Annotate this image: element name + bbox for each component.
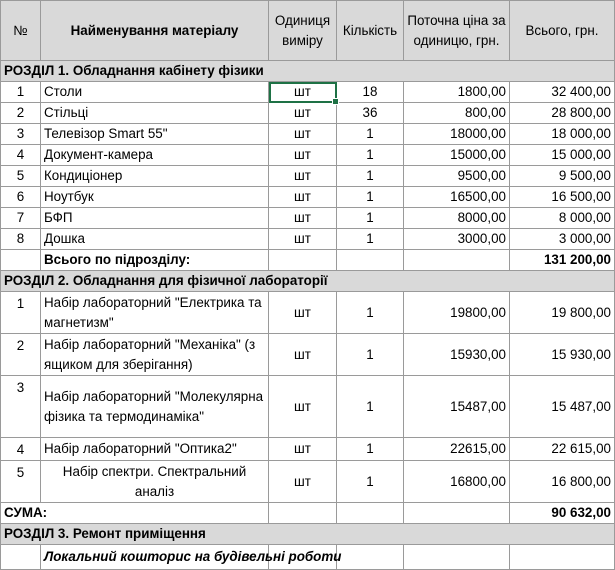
qty-cell[interactable]: 1 bbox=[337, 229, 404, 250]
table-row bbox=[1, 187, 615, 208]
price-cell[interactable]: 15930,00 bbox=[404, 334, 510, 376]
section-3-title[interactable]: РОЗДІЛ 3. Ремонт приміщення bbox=[1, 524, 615, 545]
total-cell[interactable]: 28 800,00 bbox=[510, 103, 615, 124]
total-cell[interactable]: 15 930,00 bbox=[510, 334, 615, 376]
qty-cell[interactable]: 1 bbox=[337, 376, 404, 438]
qty-cell[interactable]: 1 bbox=[337, 166, 404, 187]
unit-cell[interactable]: шт bbox=[269, 376, 337, 438]
total-cell[interactable]: 15 000,00 bbox=[510, 145, 615, 166]
price-cell[interactable]: 8000,00 bbox=[404, 208, 510, 229]
subtotal-value[interactable]: 131 200,00 bbox=[510, 250, 615, 271]
material-name[interactable]: Стільці bbox=[41, 103, 269, 124]
row-number[interactable]: 1 bbox=[1, 292, 41, 334]
table-row bbox=[1, 292, 615, 334]
qty-cell[interactable]: 1 bbox=[337, 187, 404, 208]
price-cell[interactable]: 3000,00 bbox=[404, 229, 510, 250]
material-name[interactable]: Документ-камера bbox=[41, 145, 269, 166]
unit-cell[interactable]: шт bbox=[269, 334, 337, 376]
table-row bbox=[1, 166, 615, 187]
total-cell[interactable]: 32 400,00 bbox=[510, 82, 615, 103]
row-number[interactable]: 2 bbox=[1, 334, 41, 376]
table-row bbox=[1, 229, 615, 250]
total-cell[interactable]: 9 500,00 bbox=[510, 166, 615, 187]
price-cell[interactable]: 1800,00 bbox=[404, 82, 510, 103]
price-cell[interactable]: 22615,00 bbox=[404, 438, 510, 461]
unit-cell[interactable]: шт bbox=[269, 103, 337, 124]
header-name[interactable]: Найменування матеріалу bbox=[41, 1, 269, 61]
table-row bbox=[1, 103, 615, 124]
total-cell[interactable]: 22 615,00 bbox=[510, 438, 615, 461]
material-name[interactable]: БФП bbox=[41, 208, 269, 229]
subtotal-label[interactable]: Всього по підрозділу: bbox=[41, 250, 269, 271]
table-row bbox=[1, 461, 615, 503]
table-row bbox=[1, 376, 615, 438]
header-num[interactable]: № bbox=[1, 1, 41, 61]
section-3-header bbox=[1, 524, 615, 545]
unit-cell[interactable]: шт bbox=[269, 187, 337, 208]
qty-cell[interactable]: 1 bbox=[337, 461, 404, 503]
price-cell[interactable]: 18000,00 bbox=[404, 124, 510, 145]
material-name[interactable]: Набір лабораторний "Механіка" (з ящиком для зберігання) bbox=[41, 334, 269, 376]
header-qty[interactable]: Кількість bbox=[337, 1, 404, 61]
unit-cell[interactable]: шт bbox=[269, 145, 337, 166]
unit-cell[interactable]: шт bbox=[269, 166, 337, 187]
unit-cell[interactable]: шт bbox=[269, 292, 337, 334]
header-price[interactable]: Поточна ціна за одиницю, грн. bbox=[404, 1, 510, 61]
row-number[interactable]: 2 bbox=[1, 103, 41, 124]
unit-cell[interactable]: шт bbox=[269, 208, 337, 229]
qty-cell[interactable]: 1 bbox=[337, 208, 404, 229]
qty-cell[interactable]: 36 bbox=[337, 103, 404, 124]
price-cell[interactable]: 800,00 bbox=[404, 103, 510, 124]
row-number[interactable]: 4 bbox=[1, 145, 41, 166]
price-cell[interactable]: 19800,00 bbox=[404, 292, 510, 334]
price-cell[interactable]: 16800,00 bbox=[404, 461, 510, 503]
total-cell[interactable]: 15 487,00 bbox=[510, 376, 615, 438]
qty-cell[interactable]: 1 bbox=[337, 292, 404, 334]
material-name[interactable]: Набір лабораторний "Електрика та магнетизм" bbox=[41, 292, 269, 334]
unit-cell[interactable]: шт bbox=[269, 124, 337, 145]
unit-cell[interactable]: шт bbox=[269, 82, 337, 103]
material-name[interactable]: Набір спектри. Спектральний аналіз bbox=[41, 461, 269, 503]
qty-cell[interactable]: 18 bbox=[337, 82, 404, 103]
material-name[interactable]: Ноутбук bbox=[41, 187, 269, 208]
price-cell[interactable]: 15487,00 bbox=[404, 376, 510, 438]
material-name[interactable]: Столи bbox=[41, 82, 269, 103]
header-row bbox=[1, 1, 615, 61]
row-number[interactable]: 1 bbox=[1, 82, 41, 103]
table-row bbox=[1, 82, 615, 103]
table-row bbox=[1, 334, 615, 376]
table-row bbox=[1, 124, 615, 145]
total-cell[interactable]: 18 000,00 bbox=[510, 124, 615, 145]
header-unit[interactable]: Одиниця виміру bbox=[269, 1, 337, 61]
row-number[interactable]: 7 bbox=[1, 208, 41, 229]
material-name[interactable]: Набір лабораторний "Молекулярна фізика та термодинаміка" bbox=[41, 376, 269, 438]
qty-cell[interactable]: 1 bbox=[337, 334, 404, 376]
material-name[interactable]: Кондиціонер bbox=[41, 166, 269, 187]
row-number[interactable]: 3 bbox=[1, 124, 41, 145]
section-1-header bbox=[1, 61, 615, 82]
row-number[interactable]: 3 bbox=[1, 376, 41, 438]
total-cell[interactable]: 3 000,00 bbox=[510, 229, 615, 250]
row-number[interactable]: 8 bbox=[1, 229, 41, 250]
price-cell[interactable]: 15000,00 bbox=[404, 145, 510, 166]
row-number[interactable]: 6 bbox=[1, 187, 41, 208]
section-3-partial-name[interactable]: Локальний кошторис на будівельні роботи bbox=[41, 545, 269, 570]
table-row bbox=[1, 145, 615, 166]
section-3-partial-row bbox=[1, 545, 615, 570]
material-name[interactable]: Дошка bbox=[41, 229, 269, 250]
sum-label[interactable]: СУМА: bbox=[1, 503, 269, 524]
total-cell[interactable]: 19 800,00 bbox=[510, 292, 615, 334]
row-number[interactable]: 5 bbox=[1, 166, 41, 187]
unit-cell[interactable]: шт bbox=[269, 461, 337, 503]
section-1-title[interactable]: РОЗДІЛ 1. Обладнання кабінету фізики bbox=[1, 61, 615, 82]
sum-row bbox=[1, 503, 615, 524]
section-2-header bbox=[1, 271, 615, 292]
material-name[interactable]: Телевізор Smart 55" bbox=[41, 124, 269, 145]
sum-value[interactable]: 90 632,00 bbox=[510, 503, 615, 524]
total-cell[interactable]: 8 000,00 bbox=[510, 208, 615, 229]
row-number[interactable]: 5 bbox=[1, 461, 41, 503]
price-cell[interactable]: 9500,00 bbox=[404, 166, 510, 187]
section-2-title[interactable]: РОЗДІЛ 2. Обладнання для фізичної лабораторії bbox=[1, 271, 615, 292]
row-number[interactable]: 4 bbox=[1, 438, 41, 461]
header-total[interactable]: Всього, грн. bbox=[510, 1, 615, 61]
fill-handle[interactable] bbox=[332, 98, 339, 105]
qty-cell[interactable]: 1 bbox=[337, 438, 404, 461]
total-cell[interactable]: 16 800,00 bbox=[510, 461, 615, 503]
material-name[interactable]: Набір лабораторний "Оптика2" bbox=[41, 438, 269, 461]
qty-cell[interactable]: 1 bbox=[337, 145, 404, 166]
price-cell[interactable]: 16500,00 bbox=[404, 187, 510, 208]
total-cell[interactable]: 16 500,00 bbox=[510, 187, 615, 208]
unit-cell[interactable]: шт bbox=[269, 229, 337, 250]
qty-cell[interactable]: 1 bbox=[337, 124, 404, 145]
table-row bbox=[1, 208, 615, 229]
subtotal-row bbox=[1, 250, 615, 271]
unit-cell[interactable]: шт bbox=[269, 438, 337, 461]
table-row bbox=[1, 438, 615, 461]
